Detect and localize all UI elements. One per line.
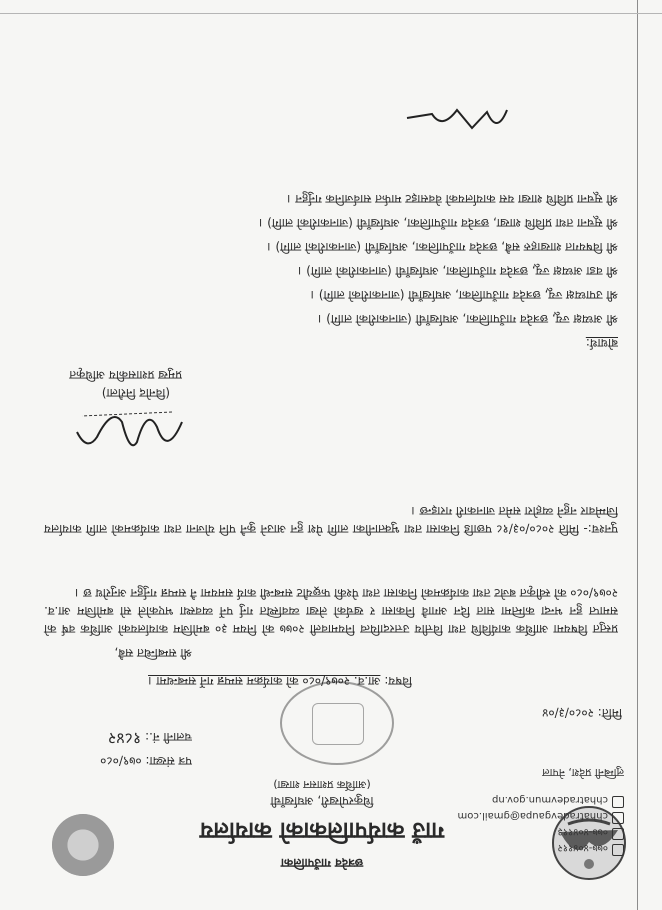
initials-signature-icon [402,100,512,140]
signature-icon [72,402,192,462]
cc-item: श्री सूचना तथा प्रविधि शाखा, छत्रदेव गाउँपालिका, अर्घाखाँची (जानकारीको लागि) । [258,216,618,230]
signatory-title: प्रमुख प्रशासकीय अधिकृत [69,368,182,382]
signatory-name: (विनोद निरौला) [101,386,170,400]
dispatch-number: चलानी नं.: १८४२ [107,729,192,748]
office-branch: (आर्थिक प्रशासन शाखा) [273,778,371,791]
contact-website: chhatradevmun.gov.np [492,794,624,808]
contact-phone-2: ०७७-४०४११३ [558,826,624,840]
body-paragraph-2: पुनश्च:- मिति २०८०/०३/१८ पछाडि निकासा तथा भुक्तानीका लागि पेश हुन आउने कुनै पनि योजना तथा कार्यक्रमको लागि कार्यालय जिम्मेवार नहुने व्यहोरा समेत जानकारी गराइन्छ । [44,504,618,536]
phone-icon [612,828,624,840]
scan-edge-line [637,0,638,910]
email-icon [612,812,624,824]
globe-icon [612,796,624,808]
letter-number: पत्र संख्या: ०७९/०८० [100,754,192,768]
contact-phone-1: ०७७-४०४११२ [558,842,624,856]
office-address: धिकुरपोखरी, अर्घाखाँची [270,794,374,808]
phone-icon [612,844,624,856]
body-paragraph-1: प्रस्तुत विषयमा आर्थिक कार्यविधि तथा वित्तीय उत्तरदायित्व नियमावली २०७७ को नियम ३० बमोजिम कार्यालयको आर्थिक वर्ष को समाप्त हुन भन्दा कम्तिमा सात दिन अगावै निकासा र खर्चको लेखा व्यवस्थित गर्नु पर्ने व्यवस्था भएकोले सो बमोजिम आ.व. २०७९/०८० को स्वीकृत बजेट तथा कार्यक्रमको निकासा तथा पेश्की फछ्र्यौट सम्बन्धी कार्य समयमा नै सम्पन्न गर्नुहुन अनुरोध छ । [44,586,618,636]
cc-item: श्री सूचना प्रविधि शाखा यस कार्यालयको वेवसाइट मार्फत सार्वजनिक गर्नुहुन । [286,192,618,206]
cc-item: श्री उपाध्यक्ष ज्यू, छत्रदेव गाउँपालिका, अर्घाखाँची (जानकारीको लागि) । [310,288,618,302]
org-name: छत्रदेव गाउँपालिका [280,856,364,870]
contact-email: chhatradevgaupa@gmail.com [458,810,624,824]
cc-item: श्री विषयगत शाखाहरु सबै, छत्रदेव गाउँपालिका, अर्घाखाँची (जानकारीको लागि) । [267,240,618,254]
province-label: लुम्बिनी प्रदेश, नेपाल [542,766,624,779]
cc-item: श्री वडा अध्यक्ष ज्यू, छत्रदेव गाउँपालिका, अर्घाखाँची (जानकारीको लागि) । [297,264,618,278]
letter-date: मिति: २०८०/३/०४ [542,706,622,720]
office-stamp [280,681,394,765]
scan-edge-line-bottom [0,13,662,14]
cc-item: श्री अध्यक्ष ज्यू, छत्रदेव गाउँपालिका, अर्घाखाँची (जानकारीको लागि) । [317,312,618,326]
office-name: गाउँ कार्यपालिकाको कार्यालय [199,817,445,844]
addressee: श्री सम्बन्धित सबै, [114,646,192,660]
municipal-seal-icon [52,814,114,876]
subject-line: विषय: आ.व. २०७९/०८० को कार्यक्रम सम्पन्न गर्ने सम्बन्धमा । [148,674,412,688]
cc-label: बोधार्थ: [585,336,618,350]
